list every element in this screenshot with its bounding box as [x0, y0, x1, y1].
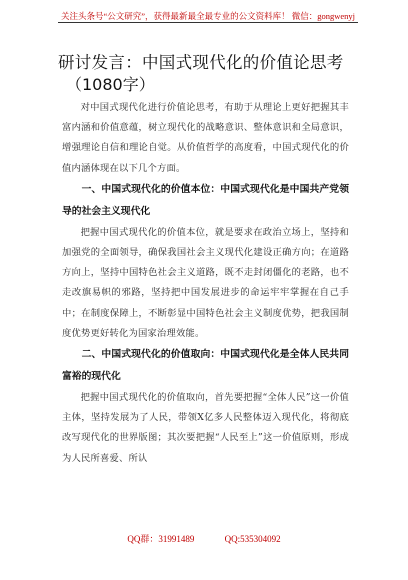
document-subtitle: （1080字） — [66, 75, 155, 94]
page-header-banner: 关注头条号“公文研究”，获得最新最全最专业的公文资料库！ 微信：gongwenyj — [58, 10, 358, 23]
document-body — [62, 98, 349, 469]
section-2-paragraph: 把握中国式现代化的价值取向，首先要把握“全体人民”这一价值主体，坚持发展为了人民，带领X亿多人民整体迈入现代化，将彻底改写现代化的世界版图；其次要把握“人民至上”这一价值原则，形成为人民所喜爱、所认 — [62, 392, 349, 464]
page-footer — [0, 532, 408, 545]
section-heading-1: 一、中国式现代化的价值本位：中国式现代化是中国共产党领导的社会主义现代化 — [62, 183, 349, 217]
footer-qq-contact: QQ:535304092 — [224, 534, 281, 544]
document-title: 研讨发言：中国式现代化的价值论思考 — [58, 53, 344, 72]
section-heading-2: 二、中国式现代化的价值取向：中国式现代化是全体人民共同富裕的现代化 — [62, 349, 349, 383]
section-1-paragraph: 把握中国式现代化的价值本位，就是要求在政治立场上，坚持和加强党的全面领导，确保我国社会主义现代化建设正确方向；在道路方向上，坚持中国特色社会主义道路，既不走封闭僵化的老路，也不走改旗易帜的邪路，坚持把中国发展进步的命运牢牢掌握在自己手中；在制度保障上，不断彰显中国特色社会主义制度优势，把我国制度优势更好转化为国家治理效能。 — [62, 226, 349, 339]
footer-qq-group: QQ群：31991489 — [127, 534, 195, 544]
intro-paragraph: 对中国式现代化进行价值论思考，有助于从理论上更好把握其丰富内涵和价值意蕴，树立现代化的战略意识、整体意识和全局意识，增强理论自信和理论自觉。从价值哲学的高度看，中国式现代化的价值内涵体现在以下几个方面。 — [62, 102, 349, 174]
